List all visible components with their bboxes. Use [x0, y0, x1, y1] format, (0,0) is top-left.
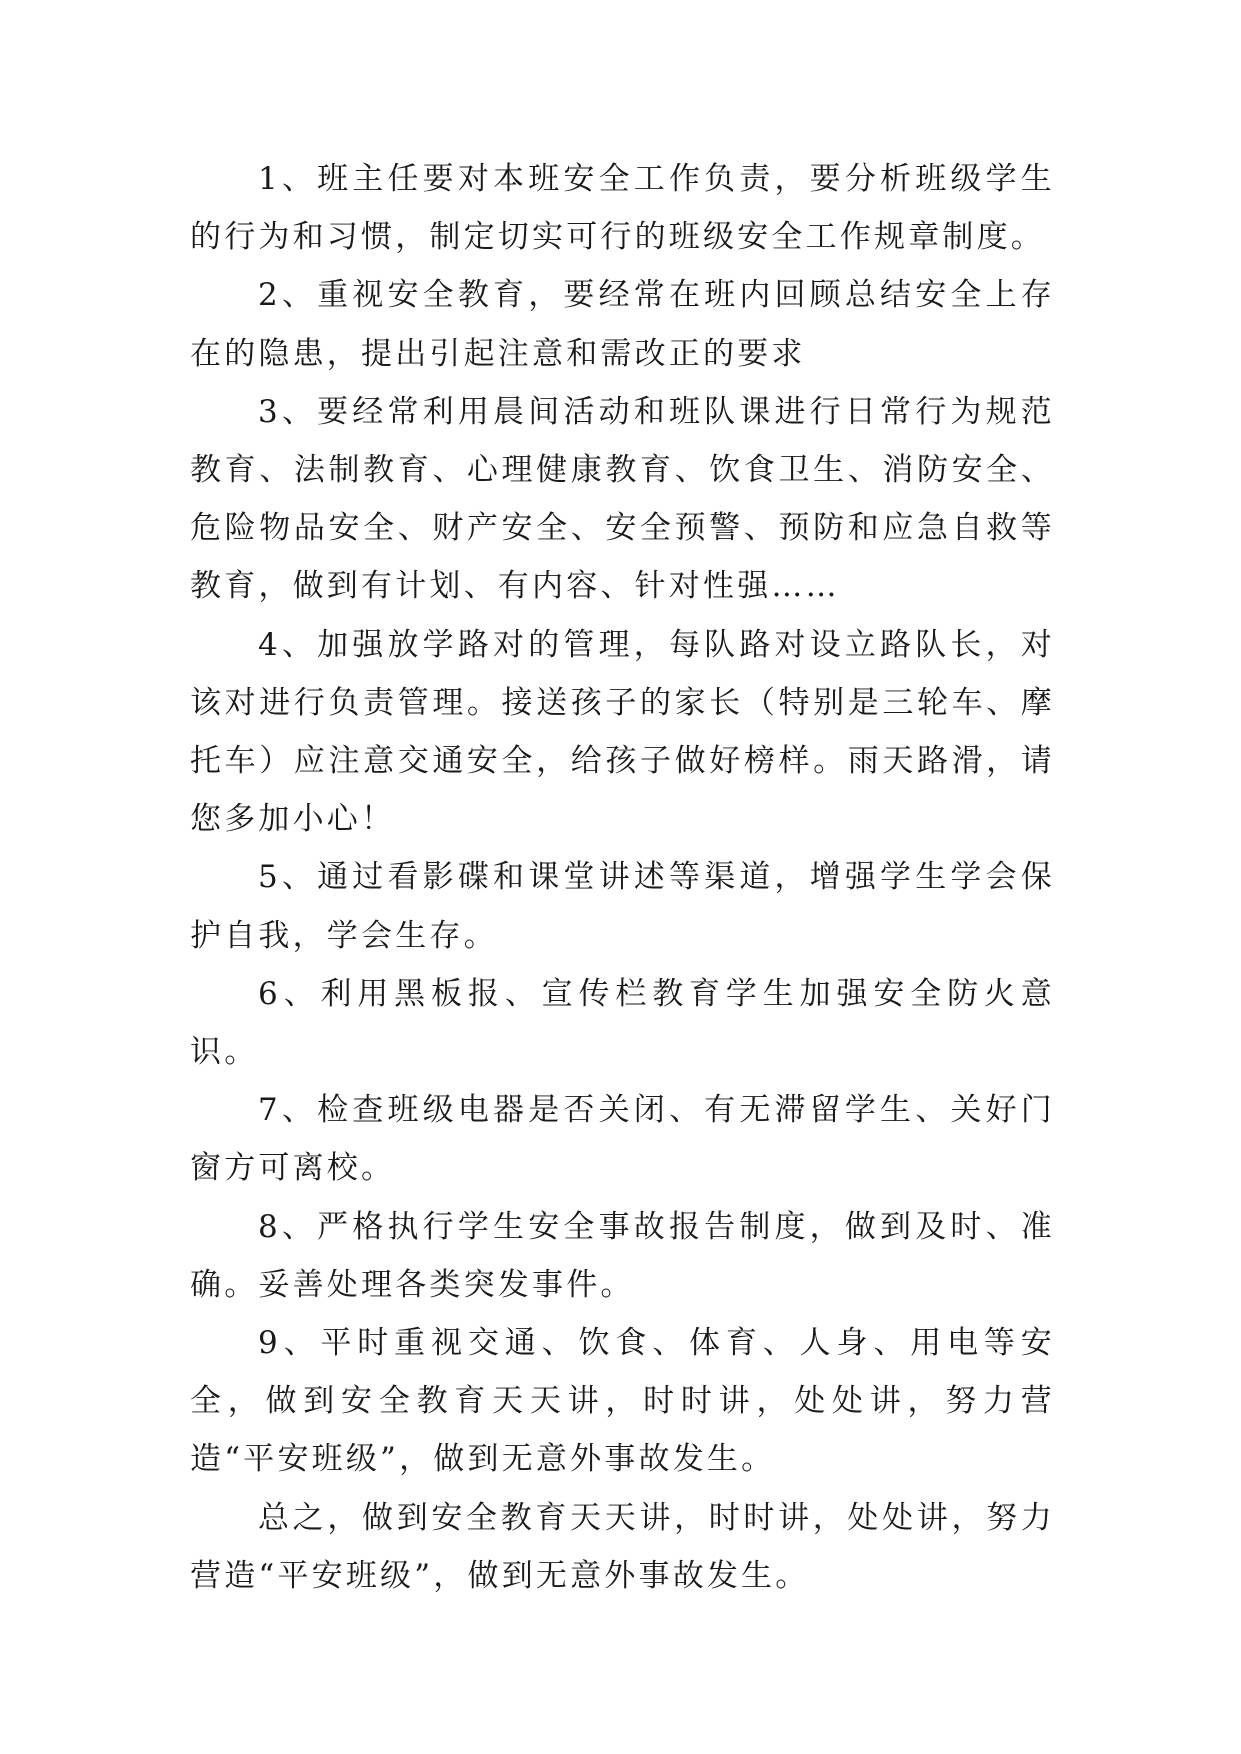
paragraph-4: 4、加强放学路对的管理，每队路对设立路队长，对该对进行负责管理。接送孩子的家长（特别是三轮车、摩托车）应注意交通安全，给孩子做好榜样。雨天路滑，请您多加小心！	[190, 626, 1055, 838]
document-body	[190, 150, 1055, 1605]
paragraph-5: 5、通过看影碟和课堂讲述等渠道，增强学生学会保护自我，学会生存。	[190, 859, 1055, 954]
paragraph-8: 8、严格执行学生安全事故报告制度，做到及时、准确。妥善处理各类突发事件。	[190, 1208, 1055, 1303]
paragraph-summary: 总之，做到安全教育天天讲，时时讲，处处讲，努力营造“平安班级”，做到无意外事故发生。	[190, 1499, 1055, 1594]
paragraph-2: 2、重视安全教育，要经常在班内回顾总结安全上存在的隐患，提出引起注意和需改正的要求	[190, 277, 1055, 372]
paragraph-7: 7、检查班级电器是否关闭、有无滞留学生、关好门窗方可离校。	[190, 1092, 1055, 1187]
paragraph-9: 9、平时重视交通、饮食、体育、人身、用电等安全，做到安全教育天天讲，时时讲，处处讲，努力营造“平安班级”，做到无意外事故发生。	[190, 1325, 1055, 1478]
paragraph-1: 1、班主任要对本班安全工作负责，要分析班级学生的行为和习惯，制定切实可行的班级安全工作规章制度。	[190, 161, 1055, 256]
paragraph-3: 3、要经常利用晨间活动和班队课进行日常行为规范教育、法制教育、心理健康教育、饮食卫生、消防安全、危险物品安全、财产安全、安全预警、预防和应急自救等教育，做到有计划、有内容、针对性强……	[190, 393, 1055, 605]
paragraph-6: 6、利用黑板报、宣传栏教育学生加强安全防火意识。	[190, 975, 1055, 1071]
